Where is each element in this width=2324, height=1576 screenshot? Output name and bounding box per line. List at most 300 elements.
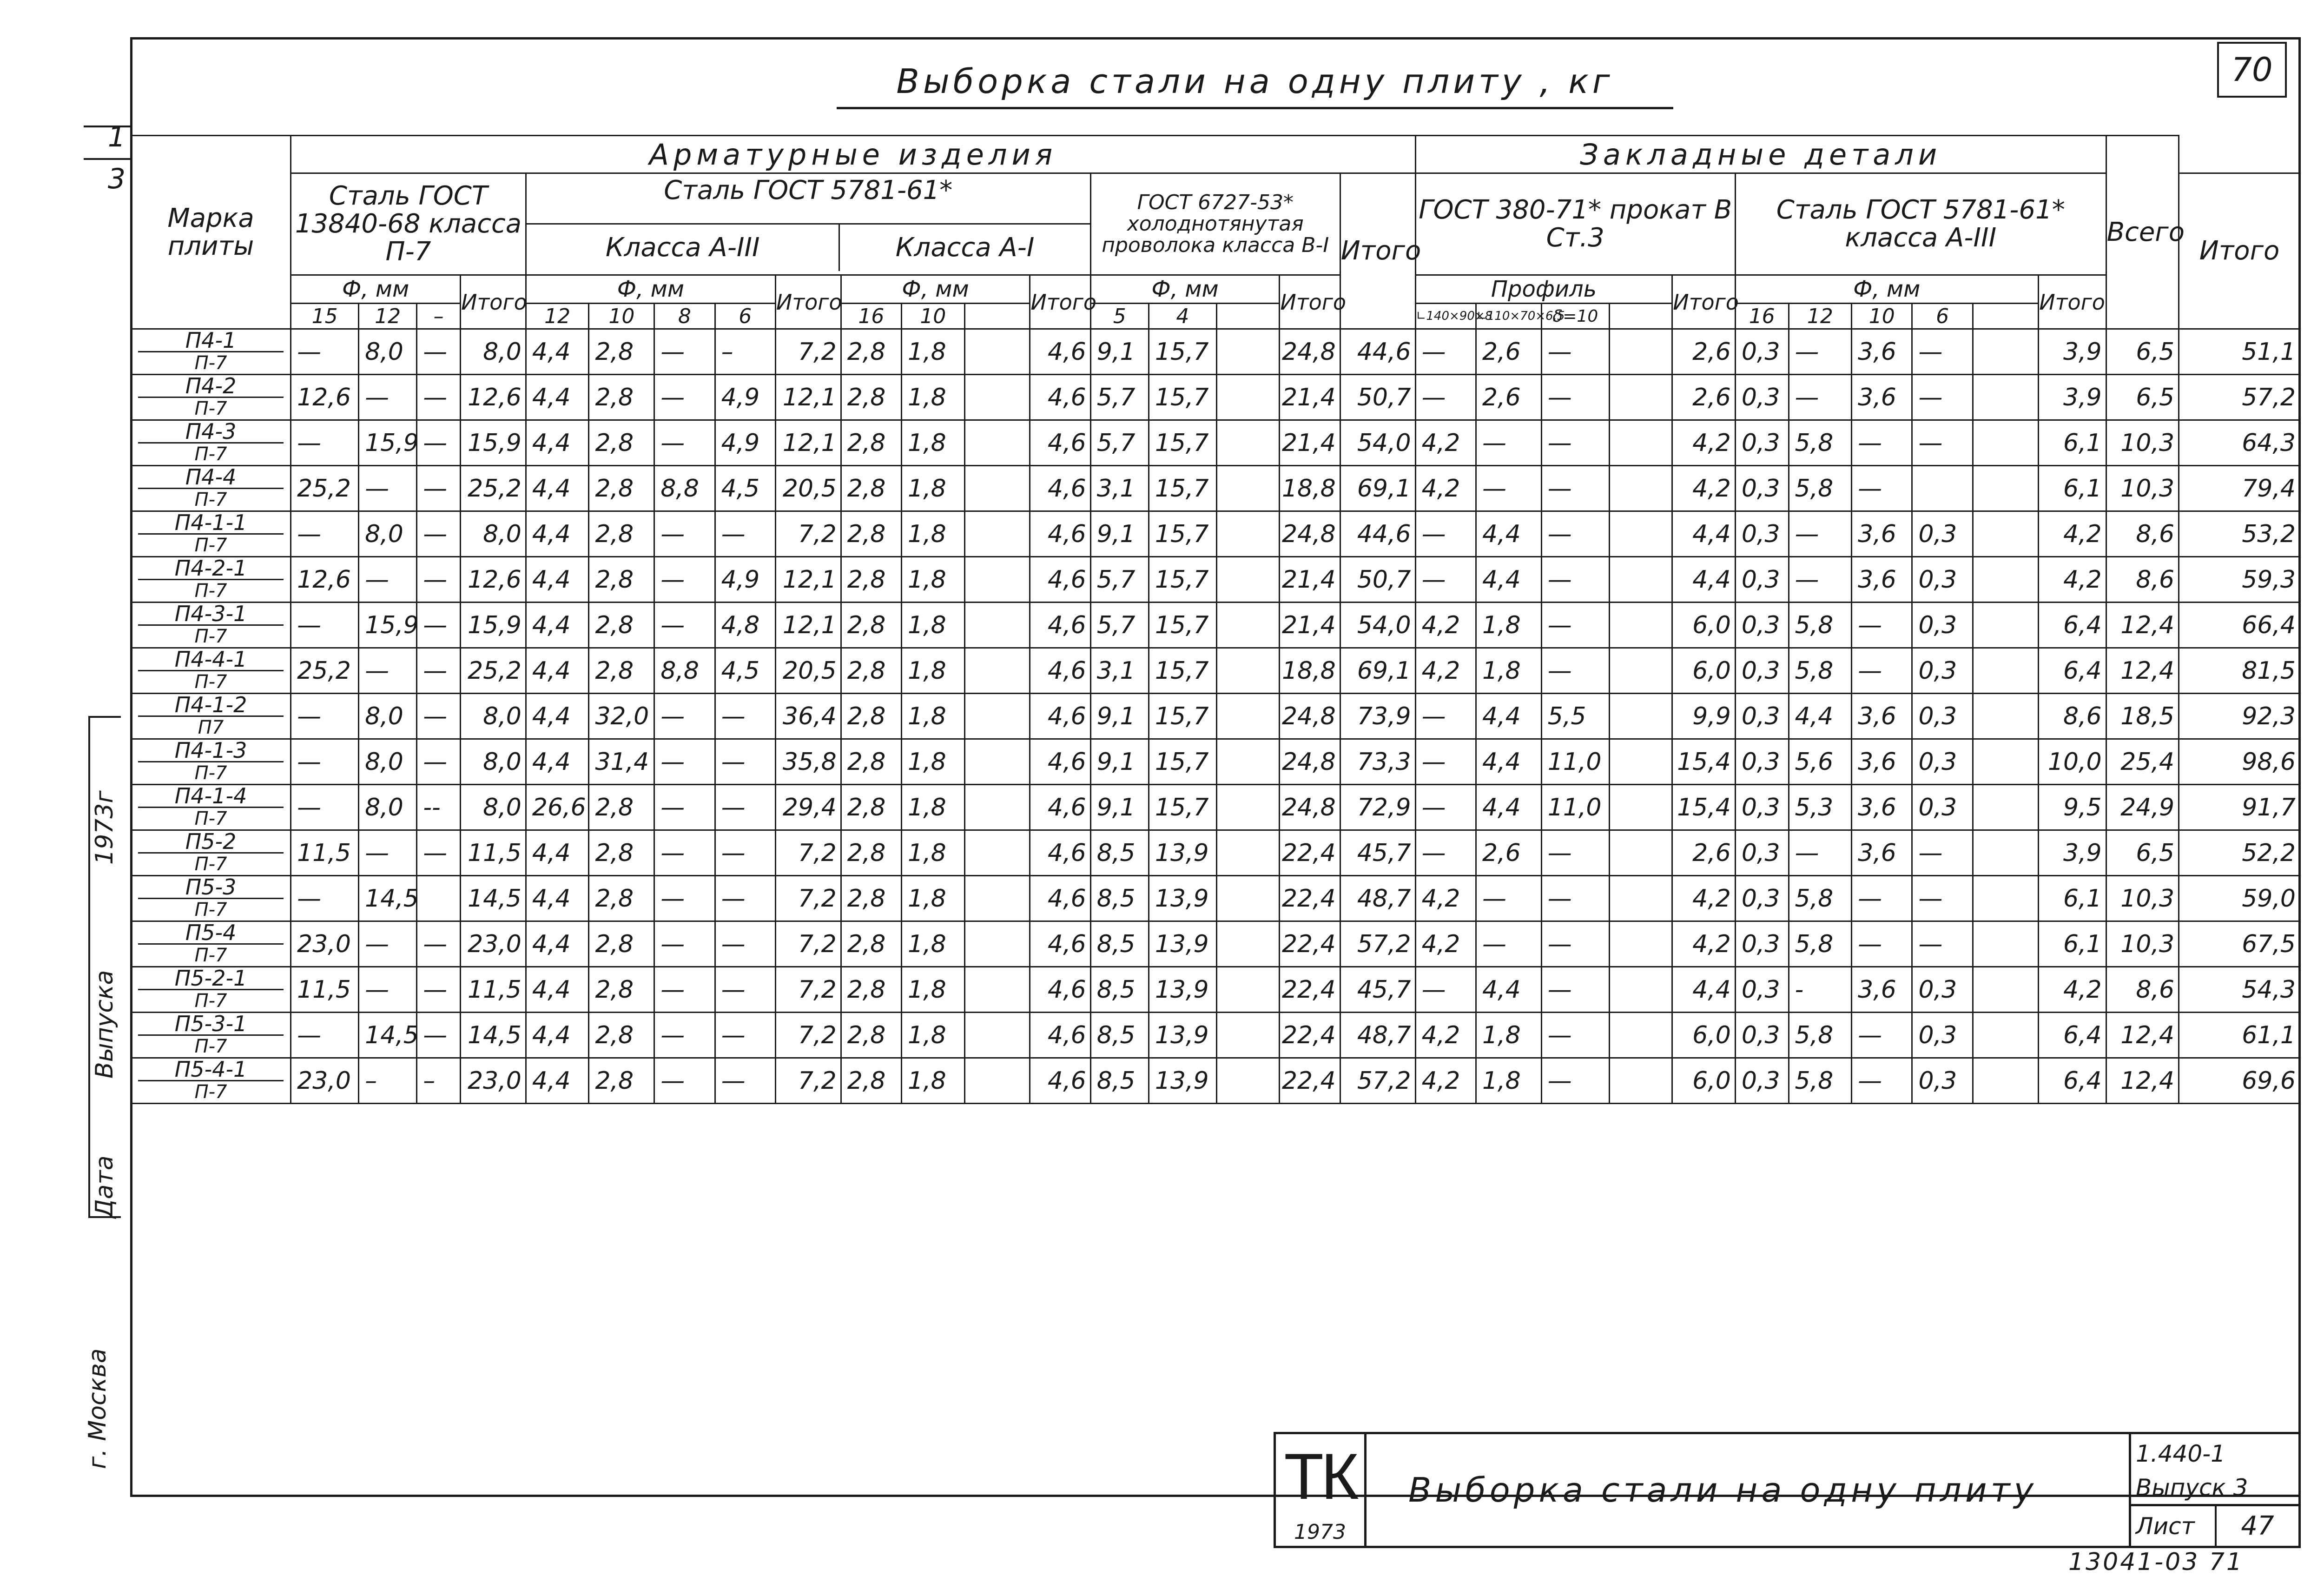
table-cell: —	[359, 557, 417, 603]
table-cell: —	[417, 557, 461, 603]
title-block	[1274, 1432, 2301, 1548]
table-cell: 2,6	[1672, 830, 1736, 876]
table-cell: 1,8	[1476, 603, 1541, 648]
table-cell: 9,1	[1090, 329, 1149, 375]
table-row	[131, 1013, 2300, 1058]
table-cell	[1973, 1013, 2038, 1058]
table-cell	[1216, 466, 1280, 511]
table-cell: 22,4	[1280, 876, 1340, 921]
table-cell: 11,0	[1541, 739, 1609, 785]
table-cell	[1609, 329, 1672, 375]
table-cell: 0,3	[1735, 876, 1789, 921]
table-cell	[1216, 876, 1280, 921]
table-cell: 66,4	[2179, 603, 2300, 648]
table-cell: 7,2	[775, 830, 841, 876]
table-cell	[1216, 1058, 1280, 1104]
table-cell: 2,6	[1672, 329, 1736, 375]
table-cell: 1,8	[902, 785, 965, 830]
plate-mark: П4-4-1 П-7	[131, 648, 291, 694]
table-cell: 8,8	[654, 648, 715, 694]
table-cell: 8,5	[1090, 921, 1149, 967]
table-cell: 13,9	[1149, 830, 1216, 876]
table-cell: 4,6	[1030, 375, 1090, 420]
table-cell: 2,8	[589, 1058, 654, 1104]
table-cell: --	[417, 785, 461, 830]
table-cell: 4,4	[1476, 739, 1541, 785]
table-cell	[1973, 329, 2038, 375]
table-cell: 15,4	[1672, 785, 1736, 830]
table-cell: 54,0	[1340, 420, 1415, 466]
header-steel-5781: Сталь ГОСТ 5781-61* Класса А-III Класса А-I	[526, 173, 1090, 275]
table-cell	[1216, 785, 1280, 830]
table-cell: 1,8	[1476, 648, 1541, 694]
table-cell: 21,4	[1280, 557, 1340, 603]
table-cell	[964, 648, 1030, 694]
table-cell: 36,4	[775, 694, 841, 739]
table-cell: —	[291, 511, 359, 557]
table-cell: 15,7	[1149, 694, 1216, 739]
table-cell	[1216, 648, 1280, 694]
table-cell: 9,1	[1090, 511, 1149, 557]
table-cell: 4,4	[1476, 967, 1541, 1013]
table-cell: 24,8	[1280, 739, 1340, 785]
table-cell: 4,6	[1030, 921, 1090, 967]
table-cell: 4,2	[1415, 420, 1476, 466]
table-cell: 4,2	[1415, 876, 1476, 921]
table-cell: —	[417, 603, 461, 648]
table-cell: 6,5	[2106, 329, 2179, 375]
table-cell: 1,8	[902, 648, 965, 694]
table-cell: 8,5	[1090, 967, 1149, 1013]
table-cell: 11,5	[461, 967, 526, 1013]
table-cell: —	[1415, 967, 1476, 1013]
side-city: г. Москва	[84, 1348, 112, 1469]
table-cell: —	[291, 694, 359, 739]
table-row	[131, 511, 2300, 557]
table-cell: 4,6	[1030, 830, 1090, 876]
table-cell	[1216, 694, 1280, 739]
table-cell: 1,8	[902, 603, 965, 648]
table-cell: —	[1852, 603, 1912, 648]
table-cell: 3,1	[1090, 648, 1149, 694]
table-row	[131, 967, 2300, 1013]
table-cell: 9,1	[1090, 785, 1149, 830]
table-row	[131, 648, 2300, 694]
table-cell: —	[417, 648, 461, 694]
table-cell: 6,0	[1672, 1058, 1736, 1104]
table-cell: —	[1476, 876, 1541, 921]
table-cell: 4,6	[1030, 739, 1090, 785]
table-cell	[1216, 511, 1280, 557]
table-cell: 8,0	[461, 739, 526, 785]
table-cell: 12,6	[291, 557, 359, 603]
steel-selection-table: Марка плиты Арматурные изделия Закладные детали Всего Сталь ГОСТ 13840-68 класса П-7 Сталь ГОСТ 5781-61* Класса А-III Класса А-I ГОСТ 6727-53* холоднотянутая проволока класса В-I Итого ГОСТ 380-71* прокат В Ст.3 Сталь ГОСТ 5781-61* класса А-III Итого Ф, мм Итого Ф, мм Итого Ф, мм Итого Ф, мм Итого Профиль Итого Ф, мм Итого 15 12 – 12 10 8 6 16 10 5 4 ∟140×90×8 ∟110×70×6,5 δ=10 16 12 10 6 П4-1 П-7 — 8,0 — 8,0 4,4 2,8 — – 7,2 2,8 1,8 4,6 9,1 15,7 24,8 44,6 — 2,6 — 2,6 0,3 — 3,6 — 3,9 6,5 51,1 П4-2 П-7 12,6 — — 12,6 4,4 2,8 — 4,9 12,1 2,8 1,8 4,6 5,7 15,7 21,4 50,7 — 2,6 — 2,6 0,3 — 3,6 — 3,9 6,5 57,2 П4-3 П-7 — 15,9 — 15,9 4,4 2,8 — 4,9 12,1 2,8 1,8 4,6 5,7 15,7 21,4 54,0 4,2 — — 4,2 0,3 5,8 — — 6,1 10,3 64,3 П4-4 П-7 25,2 — — 25,2 4,4 2,8 8,8 4,5 20,5 2,8 1,8 4,6 3,1 15,7 18,8 69,1 4,2 — — 4,2 0,3 5,8 — 6,1 10,3 79,4 П4-1-1 П-7 — 8,0 — 8,0 4,4 2,8 — — 7,2 2,8 1,8 4,6 9,1 15,7 24,8 44,6 — 4,4 — 4,4 0,3 — 3,6 0,3 4,2 8,6 53,2 П4-2-1 П-7 12,6 — — 12,6 4,4 2,8 — 4,9 12,1 2,8 1,8 4,6 5,7 15,7 21,4 50,7 — 4,4 — 4,4 0,3 — 3,6 0,3 4,2 8,6 59,3 П4-3-1 П-7 — 15,9 — 15,9 4,4 2,8 — 4,8 12,1 2,8 1,8 4,6 5,7 15,7 21,4 54,0 4,2 1,8 — 6,0 0,3 5,8 — 0,3 6,4 12,4 66,4 П4-4-1 П-7 25,2 — — 25,2 4,4 2,8 8,8 4,5 20,5 2,8 1,8 4,6 3,1 15,7 18,8 69,1 4,2 1,8 — 6,0 0,3 5,8 — 0,3 6,4 12,4 81,5 П4-1-2 П7 — 8,0 — 8,0 4,4 32,0 — — 36,4 2,8 1,8 4,6 9,1 15,7 24,8 73,9 — 4,4 5,5 9,9 0,3 4,4 3,6 0,3 8,6 18,5 92,3 П4-1-3 П-7 — 8,0 — 8,0 4,4 31,4 — — 35,8 2,8 1,8 4,6 9,1 15,7 24,8 73,3 — 4,4 11,0 15,4 0,3 5,6 3,6 0,3 10,0 25,4 98,6 П4-1-4 П-7 — 8,0 -- 8,0 26,6 2,8 — — 29,4 2,8 1,8 4,6 9,1 15,7 24,8 72,9 — 4,4 11,0 15,4 0,3 5,3 3,6 0,3 9,5 24,9 91,7 П5-2 П-7 11,5 — — 11,5 4,4 2,8 — — 7,2 2,8 1,8 4,6 8,5 13,9 22,4 45,7 — 2,6 — 2,6 0,3 — 3,6 — 3,9 6,5 52,2 П5-3 П-7 — 14,5 14,5 4,4 2,8 — — 7,2 2,8 1,8 4,6 8,5 13,9 22,4 48,7 4,2 — — 4,2 0,3 5,8 — — 6,1 10,3 59,0 П5-4 П-7 23,0 — — 23,0 4,4 2,8 — — 7,2 2,8 1,8 4,6 8,5 13,9 22,4 57,2 4,2 — — 4,2 0,3 5,8 — — 6,1 10,3 67,5 П5-2-1 П-7 11,5 — — 11,5 4,4 2,8 — — 7,2 2,8 1,8 4,6 8,5 13,9 22,4 45,7 — 4,4 — 4,4 0,3 - 3,6 0,3 4,2 8,6 54,3 П5-3-1 П-7 — 14,5 — 14,5 4,4 2,8 — — 7,2 2,8 1,8 4,6 8,5 13,9 22,4 48,7 4,2 1,8 — 6,0 0,3 5,8 — 0,3 6,4 12,4 61,1 П5-4-1 П-7 23,0 – – 23,0 4,4 2,8 — — 7,2 2,8 1,8 4,6 8,5 13,9 22,4 57,2 4,2 1,8 — 6,0 0,3 5,8 — 0,3 6,4 12,4 69,6	[130, 135, 2301, 1364]
table-cell: 15,7	[1149, 420, 1216, 466]
table-cell: 4,2	[1672, 466, 1736, 511]
table-cell: 2,8	[589, 785, 654, 830]
table-cell: 14,5	[461, 876, 526, 921]
table-cell: —	[417, 375, 461, 420]
table-cell	[1973, 375, 2038, 420]
table-cell: 15,7	[1149, 739, 1216, 785]
table-cell: 1,8	[902, 557, 965, 603]
table-cell: 69,1	[1340, 648, 1415, 694]
table-cell	[1609, 830, 1672, 876]
table-cell	[964, 739, 1030, 785]
table-cell: 13,9	[1149, 921, 1216, 967]
table-cell: 22,4	[1280, 967, 1340, 1013]
plate-mark: П5-4-1 П-7	[131, 1058, 291, 1104]
table-cell: 4,4	[526, 921, 589, 967]
table-cell: —	[654, 739, 715, 785]
table-cell: 2,8	[841, 921, 901, 967]
table-cell: 2,8	[841, 375, 901, 420]
table-cell: —	[1541, 603, 1609, 648]
table-cell: —	[291, 1013, 359, 1058]
title-block-info	[2131, 1434, 2298, 1546]
table-cell: 25,2	[291, 466, 359, 511]
table-cell: 1,8	[902, 511, 965, 557]
table-cell: 18,8	[1280, 648, 1340, 694]
table-cell: 31,4	[589, 739, 654, 785]
table-cell: 1,8	[902, 967, 965, 1013]
table-cell: 15,7	[1149, 603, 1216, 648]
table-cell: 11,5	[291, 967, 359, 1013]
table-cell: 15,9	[359, 603, 417, 648]
table-cell: 1,8	[902, 830, 965, 876]
table-cell: 0,3	[1735, 739, 1789, 785]
table-cell: 3,9	[2038, 375, 2106, 420]
table-cell: 8,5	[1090, 830, 1149, 876]
table-row	[131, 375, 2300, 420]
header-armature: Арматурные изделия	[291, 136, 1415, 173]
table-cell	[1216, 967, 1280, 1013]
table-cell: —	[291, 785, 359, 830]
title-block-logo	[1276, 1434, 1367, 1546]
table-cell: 12,4	[2106, 1058, 2179, 1104]
table-cell: 54,3	[2179, 967, 2300, 1013]
table-cell: 14,5	[359, 876, 417, 921]
table-cell: —	[417, 329, 461, 375]
table-cell: 29,4	[775, 785, 841, 830]
table-cell: 26,6	[526, 785, 589, 830]
table-cell: 2,6	[1476, 329, 1541, 375]
table-cell: 4,6	[1030, 648, 1090, 694]
table-cell: 3,6	[1852, 785, 1912, 830]
table-cell: —	[417, 420, 461, 466]
table-row	[131, 1058, 2300, 1104]
table-cell: 4,4	[1476, 511, 1541, 557]
table-cell: 8,0	[461, 694, 526, 739]
table-cell: 3,9	[2038, 329, 2106, 375]
table-body	[131, 329, 2300, 1104]
table-cell	[964, 694, 1030, 739]
table-cell: 3,6	[1852, 739, 1912, 785]
logo-year: 1973	[1294, 1520, 1346, 1544]
table-cell: 5,7	[1090, 557, 1149, 603]
table-cell: 25,4	[2106, 739, 2179, 785]
table-cell: —	[291, 329, 359, 375]
table-cell: 8,5	[1090, 1013, 1149, 1058]
table-cell: 1,8	[902, 1013, 965, 1058]
table-cell: 2,8	[589, 329, 654, 375]
table-cell: 3,6	[1852, 967, 1912, 1013]
table-cell: 22,4	[1280, 1058, 1340, 1104]
page-number: 70	[2217, 42, 2287, 98]
table-cell: 79,4	[2179, 466, 2300, 511]
table-cell: —	[654, 1058, 715, 1104]
table-cell: 53,2	[2179, 511, 2300, 557]
table-cell: 2,8	[841, 648, 901, 694]
table-cell: 15,9	[359, 420, 417, 466]
table-cell	[1609, 1013, 1672, 1058]
table-cell: —	[715, 830, 775, 876]
table-cell	[1973, 921, 2038, 967]
table-cell: 0,3	[1735, 967, 1789, 1013]
table-cell: 4,2	[1672, 921, 1736, 967]
table-cell: 15,4	[1672, 739, 1736, 785]
table-cell: 6,1	[2038, 466, 2106, 511]
table-cell: —	[654, 921, 715, 967]
table-cell: 10,3	[2106, 420, 2179, 466]
table-cell: 4,2	[2038, 967, 2106, 1013]
table-cell: 61,1	[2179, 1013, 2300, 1058]
table-cell: 0,3	[1735, 1013, 1789, 1058]
table-cell: 4,4	[1672, 511, 1736, 557]
table-cell: 48,7	[1340, 1013, 1415, 1058]
table-cell: —	[654, 967, 715, 1013]
table-cell: 57,2	[2179, 375, 2300, 420]
table-cell: 4,6	[1030, 967, 1090, 1013]
table-cell: —	[1852, 1013, 1912, 1058]
table-cell: —	[417, 466, 461, 511]
table-cell	[1216, 329, 1280, 375]
table-cell	[1973, 511, 2038, 557]
table-cell	[1973, 1058, 2038, 1104]
table-cell: 0,3	[1735, 466, 1789, 511]
table-cell: 2,8	[589, 830, 654, 876]
table-cell: 4,6	[1030, 466, 1090, 511]
table-cell: 15,7	[1149, 511, 1216, 557]
table-cell: 4,4	[526, 603, 589, 648]
table-cell	[1973, 785, 2038, 830]
table-cell: 12,4	[2106, 1013, 2179, 1058]
table-cell: 15,7	[1149, 375, 1216, 420]
table-cell: 3,6	[1852, 694, 1912, 739]
table-cell	[964, 329, 1030, 375]
table-cell: 4,5	[715, 648, 775, 694]
table-cell: 5,8	[1789, 1013, 1852, 1058]
table-cell	[964, 830, 1030, 876]
plate-mark: П5-4 П-7	[131, 921, 291, 967]
table-cell	[1973, 557, 2038, 603]
table-cell: —	[1415, 329, 1476, 375]
table-cell	[1609, 603, 1672, 648]
table-cell: —	[654, 694, 715, 739]
table-cell: 5,6	[1789, 739, 1852, 785]
table-cell: —	[1541, 1058, 1609, 1104]
table-cell: 5,8	[1789, 1058, 1852, 1104]
table-cell: -	[1789, 967, 1852, 1013]
table-cell: 4,4	[526, 1058, 589, 1104]
table-cell: —	[1541, 876, 1609, 921]
table-cell: 22,4	[1280, 921, 1340, 967]
table-cell: 24,9	[2106, 785, 2179, 830]
plate-mark: П4-3-1 П-7	[131, 603, 291, 648]
table-cell	[1609, 1058, 1672, 1104]
table-cell: 2,8	[841, 557, 901, 603]
table-cell: —	[359, 375, 417, 420]
table-row	[131, 921, 2300, 967]
table-cell: 92,3	[2179, 694, 2300, 739]
table-cell	[1216, 420, 1280, 466]
table-cell: –	[417, 1058, 461, 1104]
table-cell	[1609, 466, 1672, 511]
table-cell: 2,8	[841, 739, 901, 785]
table-cell: 2,8	[841, 830, 901, 876]
table-cell: 23,0	[461, 1058, 526, 1104]
table-cell: 0,3	[1735, 511, 1789, 557]
table-cell: 2,8	[589, 876, 654, 921]
table-cell: 59,0	[2179, 876, 2300, 921]
table-cell: 9,9	[1672, 694, 1736, 739]
table-cell: —	[654, 1013, 715, 1058]
table-cell: 8,0	[359, 329, 417, 375]
table-cell: 12,6	[461, 557, 526, 603]
table-cell: 12,6	[461, 375, 526, 420]
table-row	[131, 329, 2300, 375]
table-cell: 3,6	[1852, 329, 1912, 375]
table-cell: 0,3	[1912, 1058, 1973, 1104]
table-cell	[964, 921, 1030, 967]
table-cell: 8,5	[1090, 1058, 1149, 1104]
table-cell: 2,6	[1476, 830, 1541, 876]
table-cell: 4,5	[715, 466, 775, 511]
table-cell: 10,3	[2106, 921, 2179, 967]
table-cell: 48,7	[1340, 876, 1415, 921]
table-cell: 5,8	[1789, 876, 1852, 921]
table-cell: 8,0	[359, 511, 417, 557]
table-cell: —	[1912, 375, 1973, 420]
table-cell: 0,3	[1735, 694, 1789, 739]
table-cell: —	[1852, 466, 1912, 511]
table-cell: —	[359, 967, 417, 1013]
table-cell: —	[1789, 557, 1852, 603]
table-cell	[964, 557, 1030, 603]
document-code: 1.440-1	[2136, 1440, 2225, 1467]
table-cell: 4,4	[526, 511, 589, 557]
plate-mark: П4-1 П-7	[131, 329, 291, 375]
table-cell: 2,8	[589, 420, 654, 466]
table-cell: —	[417, 967, 461, 1013]
table-cell	[1609, 921, 1672, 967]
header-class-a3: Класса А-III	[527, 225, 840, 271]
table-cell: 4,4	[526, 648, 589, 694]
table-cell: 2,8	[589, 375, 654, 420]
table-cell: —	[715, 511, 775, 557]
table-cell: 6,0	[1672, 603, 1736, 648]
table-cell: 23,0	[291, 921, 359, 967]
table-cell: 2,8	[841, 1013, 901, 1058]
table-cell: 0,3	[1735, 785, 1789, 830]
table-cell: 2,8	[589, 466, 654, 511]
table-cell: 15,9	[461, 603, 526, 648]
header-steel-embedded: Сталь ГОСТ 5781-61* класса А-III	[1735, 173, 2106, 275]
plate-mark: П4-1-4 П-7	[131, 785, 291, 830]
plate-mark: П4-2-1 П-7	[131, 557, 291, 603]
table-cell: 12,4	[2106, 648, 2179, 694]
table-cell: 57,2	[1340, 921, 1415, 967]
table-cell: —	[715, 1058, 775, 1104]
table-cell: 64,3	[2179, 420, 2300, 466]
side-issue-label: Выпуска	[91, 970, 119, 1079]
plate-mark: П5-2 П-7	[131, 830, 291, 876]
table-cell: —	[654, 830, 715, 876]
table-cell: —	[1415, 694, 1476, 739]
table-cell: 2,8	[589, 967, 654, 1013]
table-cell: —	[1476, 420, 1541, 466]
table-cell: 2,8	[589, 511, 654, 557]
table-cell: —	[1912, 830, 1973, 876]
tk-logo: ТК	[1284, 1440, 1356, 1513]
table-cell: —	[715, 739, 775, 785]
table-cell: 24,8	[1280, 329, 1340, 375]
table-cell: 15,7	[1149, 329, 1216, 375]
table-cell: 13,9	[1149, 1013, 1216, 1058]
table-cell: 8,0	[359, 739, 417, 785]
corner-mark: 1 3	[84, 121, 130, 191]
table-cell: 0,3	[1912, 785, 1973, 830]
table-cell	[1609, 876, 1672, 921]
table-cell: 12,1	[775, 557, 841, 603]
table-cell: 9,1	[1090, 694, 1149, 739]
table-cell: 0,3	[1735, 1058, 1789, 1104]
table-cell: 18,8	[1280, 466, 1340, 511]
table-cell: 5,8	[1789, 466, 1852, 511]
sheet-row	[2131, 1506, 2298, 1546]
table-cell: 4,4	[1789, 694, 1852, 739]
table-cell: —	[654, 420, 715, 466]
table-row	[131, 694, 2300, 739]
table-cell: 21,4	[1280, 420, 1340, 466]
page-title: Выборка стали на одну плиту , кг	[837, 56, 1673, 109]
table-cell: 1,8	[1476, 1013, 1541, 1058]
table-cell	[964, 603, 1030, 648]
table-cell: 1,8	[902, 921, 965, 967]
table-cell: —	[417, 694, 461, 739]
table-cell: —	[359, 648, 417, 694]
table-cell: 7,2	[775, 511, 841, 557]
table-cell	[1973, 694, 2038, 739]
table-cell: 11,5	[461, 830, 526, 876]
table-cell	[1609, 739, 1672, 785]
table-cell: 8,0	[359, 694, 417, 739]
table-cell: 1,8	[902, 739, 965, 785]
table-cell: 4,4	[526, 876, 589, 921]
table-cell: —	[417, 511, 461, 557]
table-cell: 45,7	[1340, 967, 1415, 1013]
table-cell: —	[1789, 830, 1852, 876]
table-cell: 15,7	[1149, 557, 1216, 603]
table-row	[131, 830, 2300, 876]
table-cell: 5,5	[1541, 694, 1609, 739]
table-row	[131, 785, 2300, 830]
table-cell: —	[1541, 511, 1609, 557]
table-cell: 4,6	[1030, 694, 1090, 739]
table-cell	[1973, 739, 2038, 785]
table-cell: —	[359, 830, 417, 876]
table-cell: 54,0	[1340, 603, 1415, 648]
